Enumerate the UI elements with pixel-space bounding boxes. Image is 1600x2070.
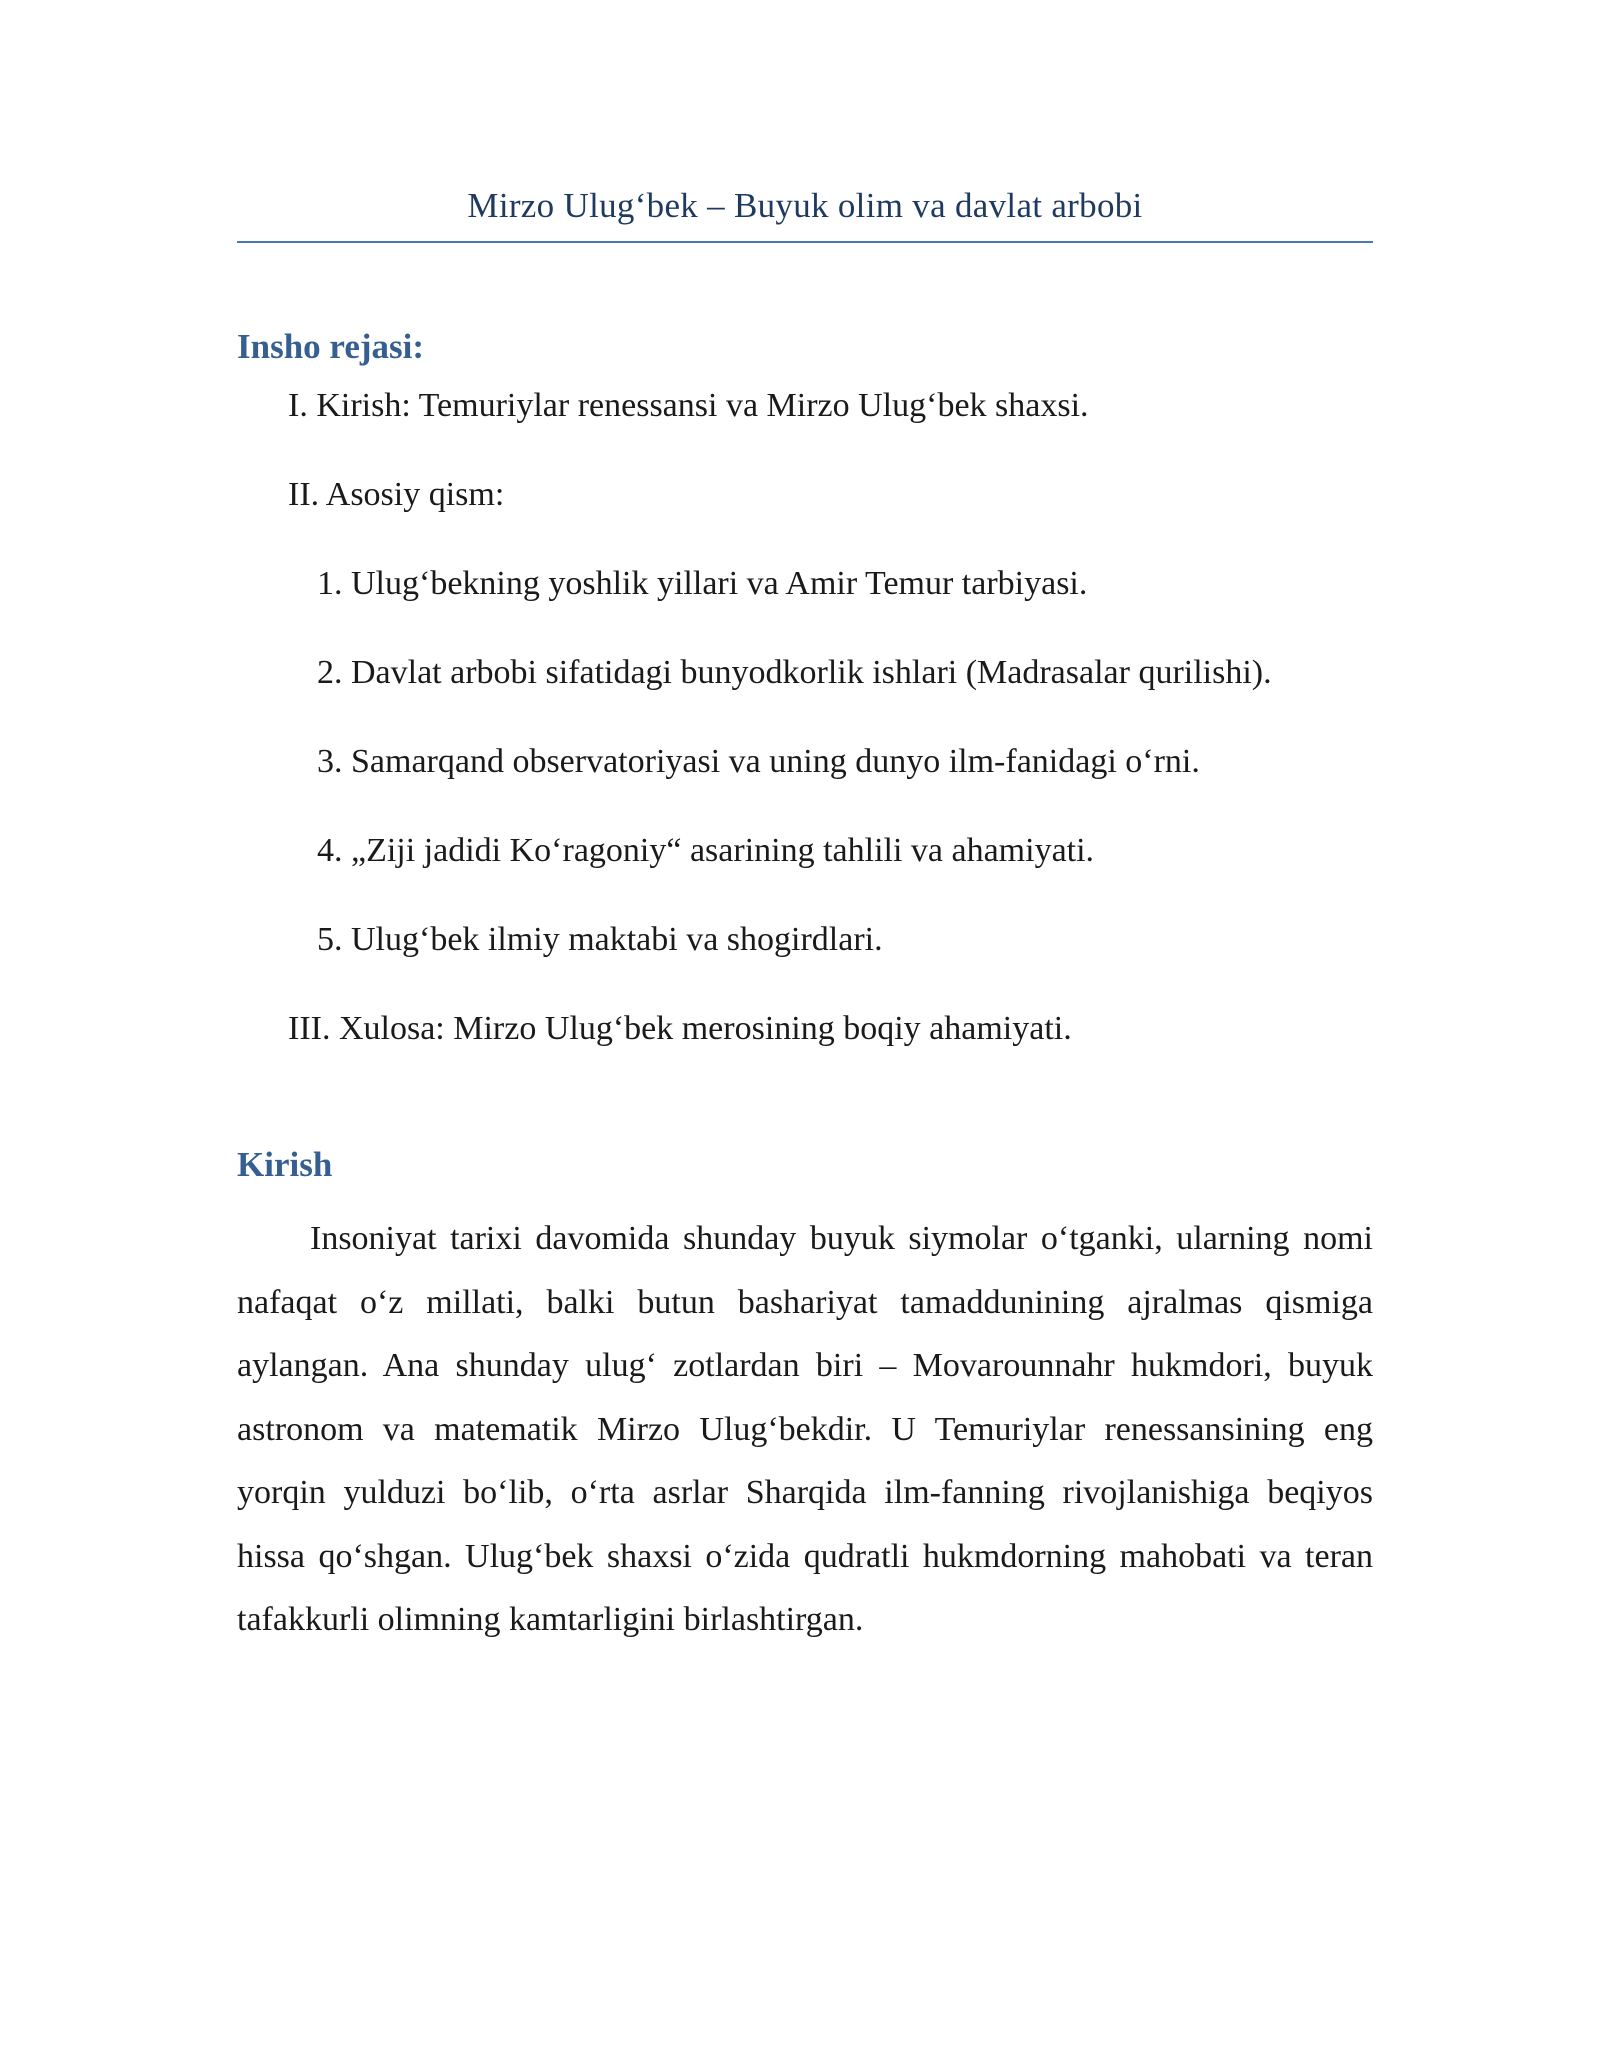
plan-item-introduction: I. Kirish: Temuriylar renessansi va Mirzo Ulug‘bek shaxsi. xyxy=(288,387,1089,424)
plan-subitem-5: 5. Ulug‘bek ilmiy maktabi va shogirdlari. xyxy=(317,921,883,958)
title-underline xyxy=(237,241,1373,243)
document-title: Mirzo Ulug‘bek – Buyuk olim va davlat arbobi xyxy=(467,186,1143,225)
plan-item-conclusion: III. Xulosa: Mirzo Ulug‘bek merosining boqiy ahamiyati. xyxy=(288,1010,1072,1047)
plan-subitem-1: 1. Ulug‘bekning yoshlik yillari va Amir Temur tarbiyasi. xyxy=(317,565,1088,602)
intro-heading: Kirish xyxy=(237,1145,333,1184)
intro-paragraph xyxy=(237,1207,1373,1652)
plan-heading: Insho rejasi: xyxy=(237,327,425,366)
plan-subitem-3: 3. Samarqand observatoriyasi va uning dunyo ilm-fanidagi o‘rni. xyxy=(317,743,1200,780)
plan-item-main-part: II. Asosiy qism: xyxy=(288,476,505,513)
plan-subitem-4: 4. „Ziji jadidi Ko‘ragoniy“ asarining tahlili va ahamiyati. xyxy=(317,832,1095,869)
plan-subitem-2: 2. Davlat arbobi sifatidagi bunyodkorlik ishlari (Madrasalar qurilishi). xyxy=(317,654,1272,691)
intro-paragraph-text: Insoniyat tarixi davomida shunday buyuk siymolar o‘tganki, ularning nomi nafaqat o‘z millati, balki butun bashariyat tamaddunining ajralmas qismiga aylangan. Ana shunday ulug‘ zotlardan biri – Movarounnahr hukmdori, buyuk astronom va matematik Mirzo Ulug‘bekdir. U Temuriylar renessansining eng yorqin yulduzi bo‘lib, o‘rta asrlar Sharqida ilm-fanning rivojlanishiga beqiyos hissa qo‘shgan. Ulug‘bek shaxsi o‘zida qudratli hukmdorning mahobati va teran tafakkurli olimning kamtarligini birlashtirgan. xyxy=(237,1220,1373,1638)
